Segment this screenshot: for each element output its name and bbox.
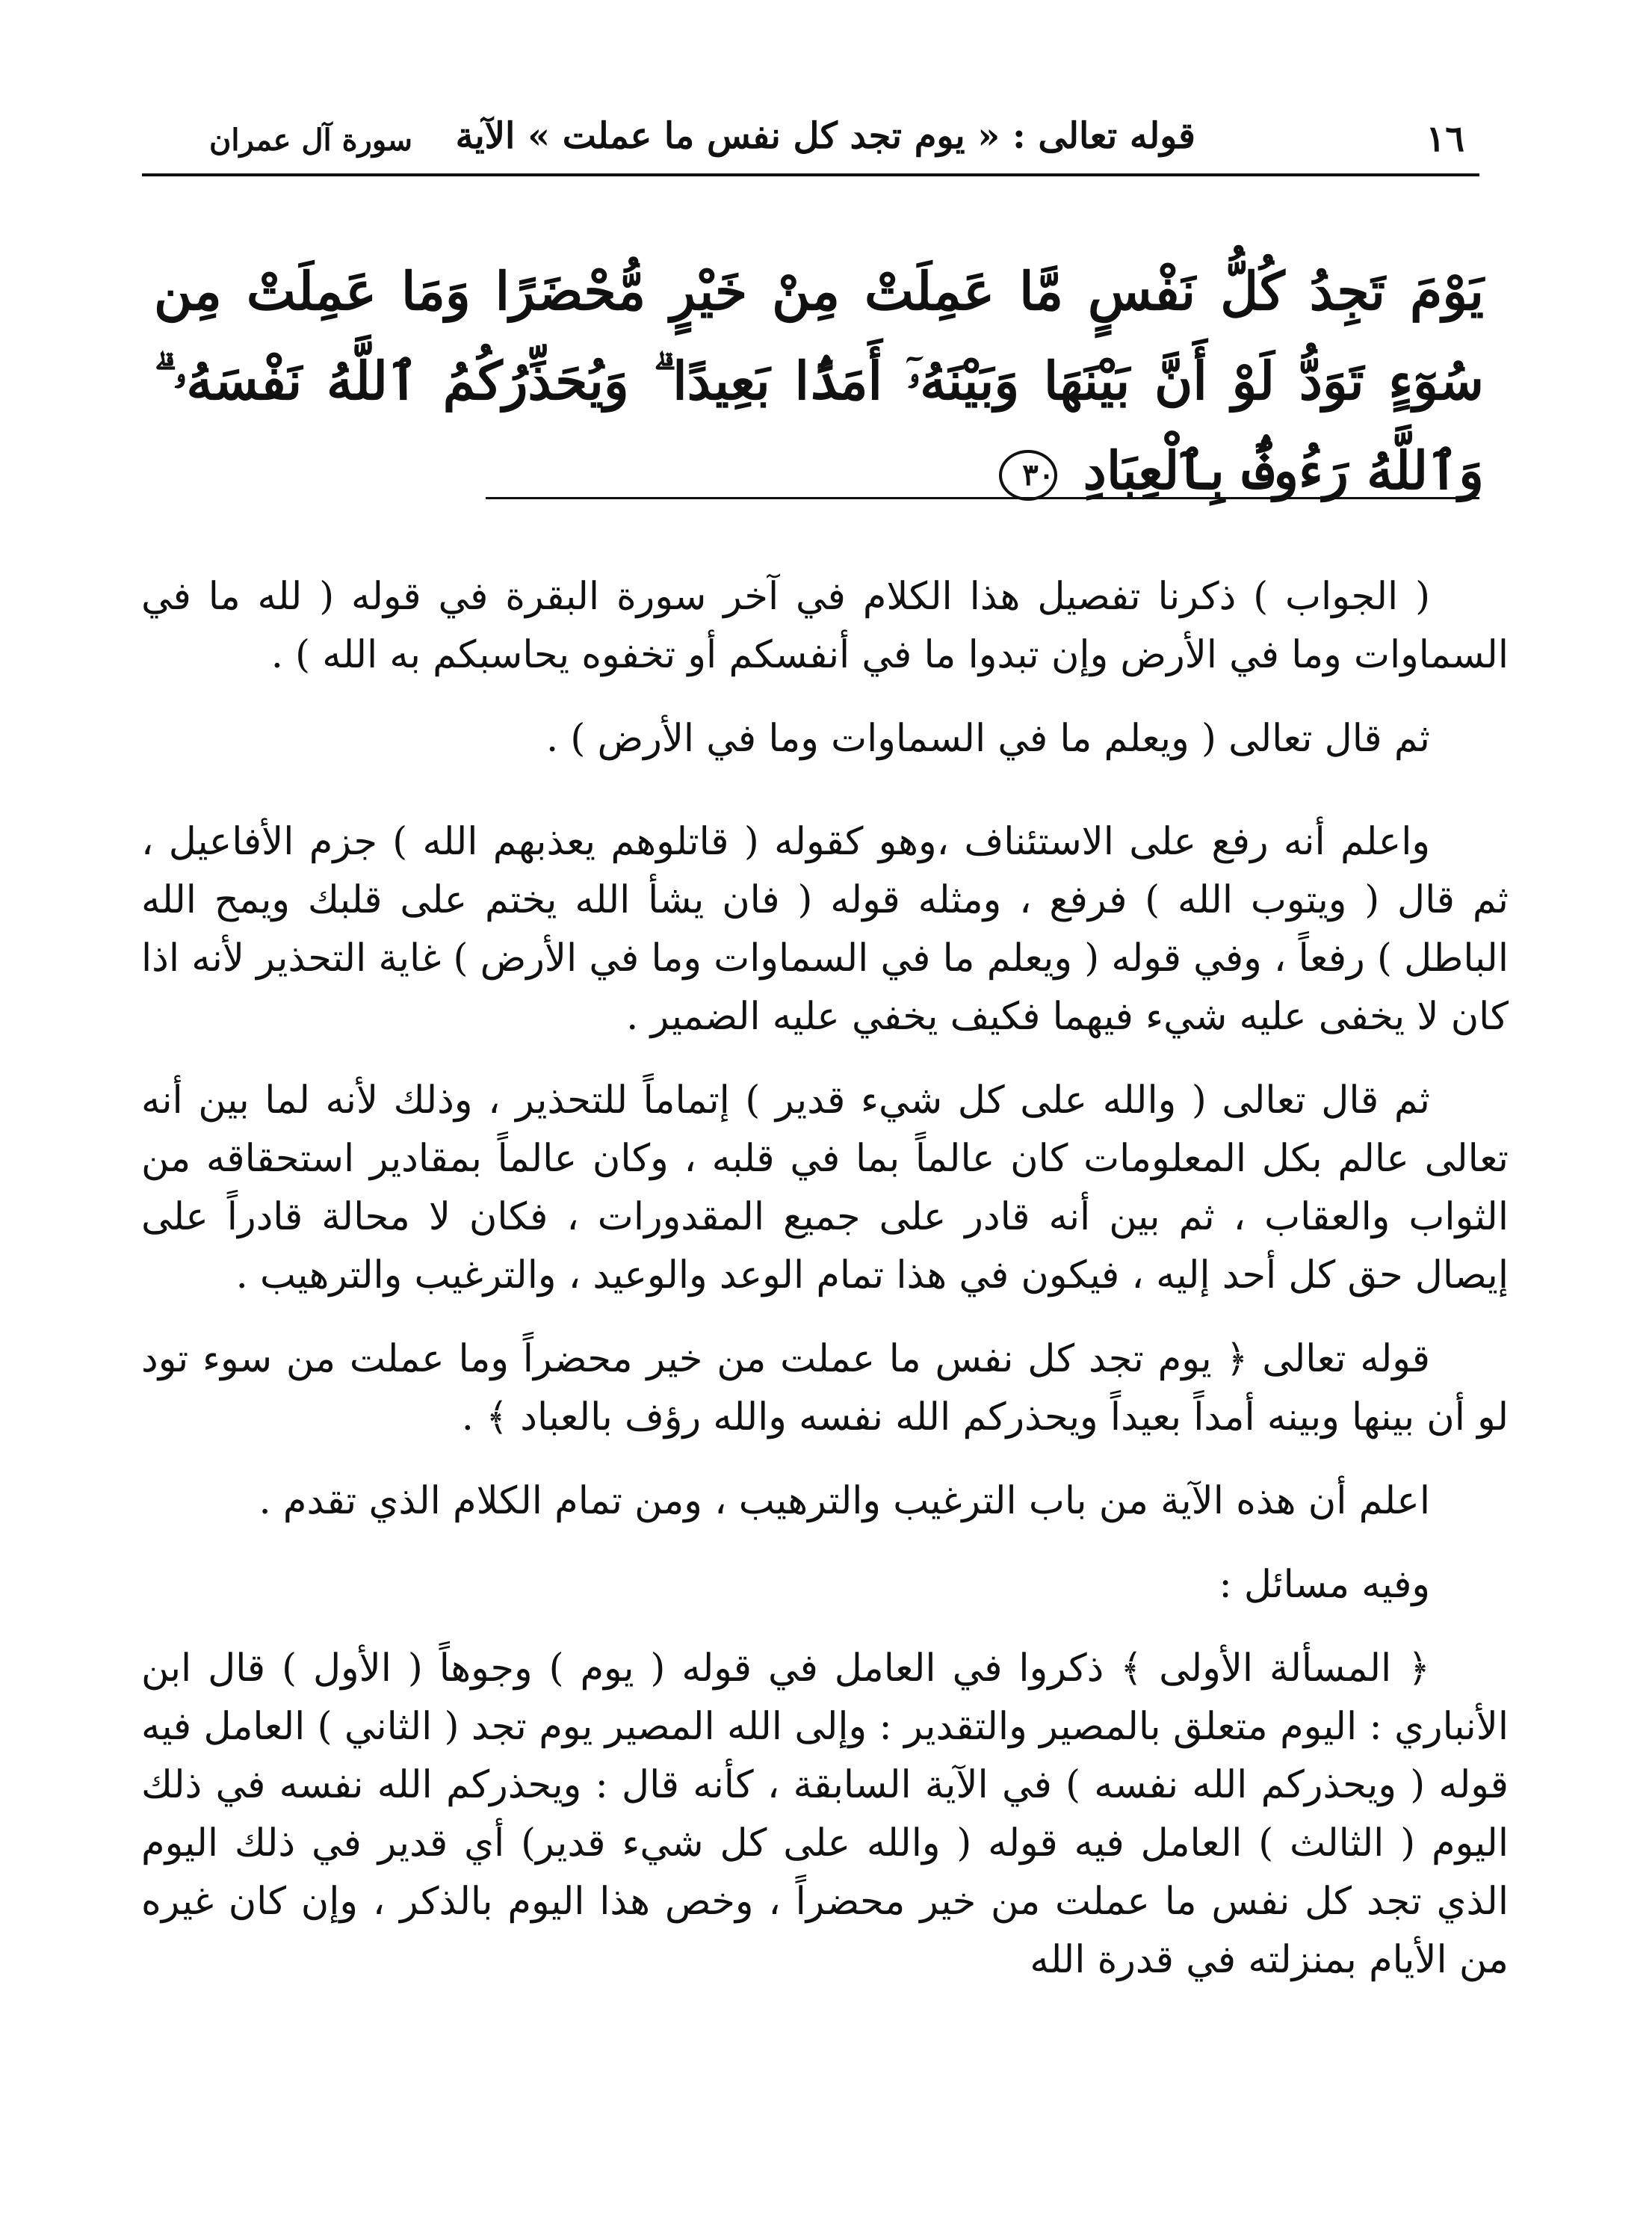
header-divider <box>142 173 1479 176</box>
page-number: ١٦ <box>1426 118 1464 160</box>
header-title: قوله تعالى : « يوم تجد كل نفس ما عملت » الآية <box>455 115 1195 157</box>
paragraph: واعلم أنه رفع على الاستئناف ،وهو كقوله ( قاتلوهم يعذبهم الله ) جزم الأفاعيل ، ثم قال ( ويتوب الله ) فرفع ، ومثله قوله ( فان يشأ الله يختم على قلبك ويمح الله الباطل ) رفعاً ، وفي قوله ( ويعلم ما في السماوات وما في الأرض ) غاية التحذير لأنه اذا كان لا يخفى عليه شيء فيهما فكيف يخفي عليه الضمير . <box>141 820 1509 1039</box>
paragraph: ثم قال تعالى ( والله على كل شيء قدير ) إتماماً للتحذير ، وذلك لأنه لما بين أنه تعالى عالم بكل المعلومات كان عالماً بما في قلبه ، وكان عالماً بمقادير استحقاقه من الثواب والعقاب ، ثم بين أنه قادر على جميع المقدورات ، فكان لا محالة قادراً على إيصال حق كل أحد إليه ، فيكون في هذا تمام الوعد والوعيد ، والترغيب والترهيب . <box>141 1078 1509 1297</box>
verse-number-badge: ٣٠ <box>999 450 1057 501</box>
verse-text: يَوْمَ تَجِدُ كُلُّ نَفْسٍ مَّا عَمِلَتْ مِنْ خَيْرٍ مُّحْضَرًا وَمَا عَمِلَتْ مِن سُوٓءٍ تَوَدُّ لَوْ أَنَّ بَيْنَهَا وَبَيْنَهُۥٓ أَمَدًۢا بَعِيدًا ۗ وَيُحَذِّرُكُمُ ٱللَّهُ نَفْسَهُۥ ۗ وَٱللَّهُ رَءُوفٌۢ بِٱلْعِبَادِ <box>154 260 1484 501</box>
paragraph-first-issue: ﴿ المسألة الأولى ﴾ ذكروا في العامل في قوله ( يوم ) وجوهاً ( الأول ) قال ابن الأنباري : اليوم متعلق بالمصير والتقدير : وإلى الله المصير يوم تجد ( الثاني ) العامل فيه قوله ( ويحذركم الله نفسه ) في الآية السابقة ، كأنه قال : ويحذركم الله نفسه في ذلك اليوم ( الثالث ) العامل فيه قوله ( والله على كل شيء قدير) أي قدير في ذلك اليوم الذي تجد كل نفس ما عملت من خير محضراً ، وخص هذا اليوم بالذكر ، وإن كان غيره من الأيام بمنزلته في قدرة الله <box>141 1646 1509 1982</box>
commentary-body <box>141 568 1509 2015</box>
verse-divider <box>486 497 1479 499</box>
paragraph-answer: ( الجواب ) ذكرنا تفصيل هذا الكلام في آخر سورة البقرة في قوله ( لله ما في السماوات وما في الأرض وإن تبدوا ما في أنفسكم أو تخفوه يحاسبكم به الله ) . <box>141 575 1509 677</box>
paragraph-quote: ثم قال تعالى ( ويعلم ما في السماوات وما في الأرض ) . <box>546 717 1430 761</box>
running-header <box>149 105 1464 172</box>
paragraph: اعلم أن هذه الآية من باب الترغيب والترهيب ، ومن تمام الكلام الذي تقدم . <box>259 1479 1430 1523</box>
quran-verse <box>154 247 1484 516</box>
surah-name: سورة آل عمران <box>209 123 413 158</box>
paragraph-verse-citation: قوله تعالى ﴿ يوم تجد كل نفس ما عملت من خير محضراً وما عملت من سوء تود لو أن بينها وبينه أمداً بعيداً ويحذركم الله نفسه والله رؤف بالعباد ﴾ . <box>141 1337 1509 1439</box>
paragraph-issues-heading: وفيه مسائل : <box>1219 1563 1430 1607</box>
